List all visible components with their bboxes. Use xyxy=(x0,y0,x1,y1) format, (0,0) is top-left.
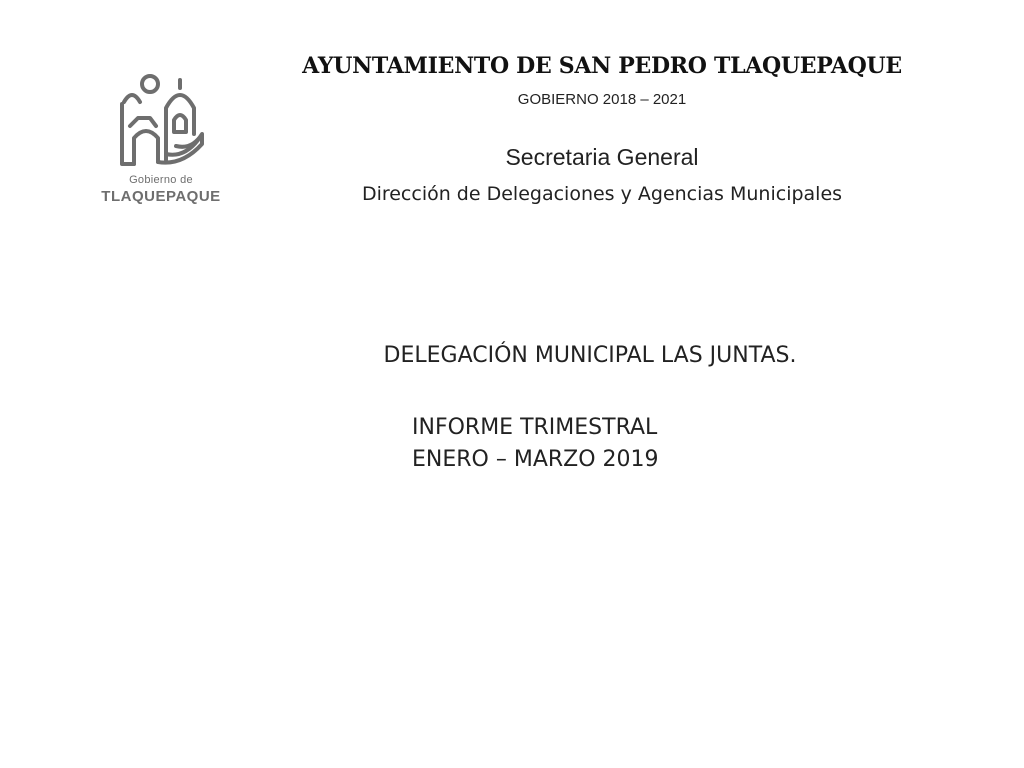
delegacion-heading: DELEGACIÓN MUNICIPAL LAS JUNTAS. xyxy=(383,343,797,368)
informe-period: ENERO – MARZO 2019 xyxy=(412,447,659,472)
informe-title: INFORME TRIMESTRAL xyxy=(412,415,658,440)
logo-caption-big: TLAQUEPAQUE xyxy=(101,188,221,205)
secretaria-heading: Secretaria General xyxy=(505,144,699,170)
tlaquepaque-logo xyxy=(94,74,228,208)
government-period: GOBIERNO 2018 – 2021 xyxy=(517,91,687,108)
direccion-heading: Dirección de Delegaciones y Agencias Municipales xyxy=(361,183,843,205)
page-title: AYUNTAMIENTO DE SAN PEDRO TLAQUEPAQUE xyxy=(302,53,902,79)
church-emblem-icon xyxy=(94,74,228,174)
informe-block xyxy=(412,412,659,476)
logo-caption-small: Gobierno de xyxy=(129,174,193,186)
